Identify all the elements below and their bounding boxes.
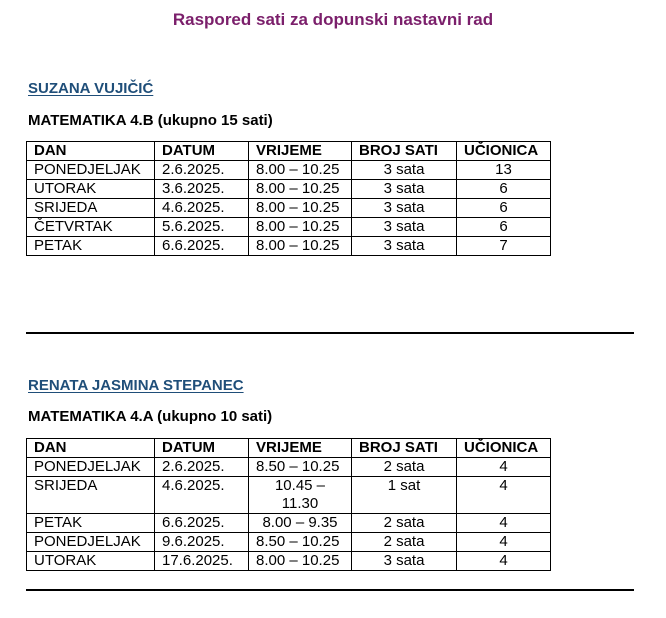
cell-dan: PONEDJELJAK bbox=[27, 533, 155, 552]
cell-vrijeme: 8.00 – 10.25 bbox=[249, 199, 352, 218]
cell-ucionica: 6 bbox=[457, 180, 551, 199]
cell-datum: 3.6.2025. bbox=[155, 180, 249, 199]
page-title: Raspored sati za dopunski nastavni rad bbox=[172, 10, 494, 29]
cell-ucionica: 4 bbox=[457, 477, 551, 514]
section-divider-2 bbox=[26, 589, 634, 591]
cell-broj-sati: 3 sata bbox=[352, 161, 457, 180]
cell-ucionica: 6 bbox=[457, 218, 551, 237]
subject-title-1: MATEMATIKA 4.B (ukupno 15 sati) bbox=[28, 112, 273, 129]
cell-vrijeme: 8.50 – 10.25 bbox=[249, 533, 352, 552]
cell-dan: PETAK bbox=[27, 237, 155, 256]
header-dan: DAN bbox=[27, 439, 155, 458]
header-datum: DATUM bbox=[155, 142, 249, 161]
table-row bbox=[27, 199, 551, 218]
cell-datum: 6.6.2025. bbox=[155, 514, 249, 533]
cell-dan: UTORAK bbox=[27, 552, 155, 571]
cell-datum: 9.6.2025. bbox=[155, 533, 249, 552]
cell-ucionica: 4 bbox=[457, 458, 551, 477]
cell-broj-sati: 2 sata bbox=[352, 514, 457, 533]
header-datum: DATUM bbox=[155, 439, 249, 458]
cell-ucionica: 7 bbox=[457, 237, 551, 256]
cell-ucionica: 4 bbox=[457, 514, 551, 533]
cell-vrijeme: 8.50 – 10.25 bbox=[249, 458, 352, 477]
cell-datum: 17.6.2025. bbox=[155, 552, 249, 571]
cell-ucionica: 4 bbox=[457, 552, 551, 571]
table-row bbox=[27, 514, 551, 533]
cell-dan: PONEDJELJAK bbox=[27, 458, 155, 477]
header-broj-sati: BROJ SATI bbox=[352, 142, 457, 161]
cell-broj-sati: 3 sata bbox=[352, 552, 457, 571]
table-row bbox=[27, 477, 551, 514]
cell-datum: 6.6.2025. bbox=[155, 237, 249, 256]
cell-dan: SRIJEDA bbox=[27, 199, 155, 218]
cell-vrijeme: 8.00 – 10.25 bbox=[249, 180, 352, 199]
table-header-row bbox=[27, 439, 551, 458]
header-ucionica: UČIONICA bbox=[457, 439, 551, 458]
cell-vrijeme: 8.00 – 10.25 bbox=[249, 218, 352, 237]
cell-ucionica: 4 bbox=[457, 533, 551, 552]
cell-vrijeme: 8.00 – 10.25 bbox=[249, 237, 352, 256]
cell-dan: ČETVRTAK bbox=[27, 218, 155, 237]
header-vrijeme: VRIJEME bbox=[249, 142, 352, 161]
table-row bbox=[27, 533, 551, 552]
cell-vrijeme: 8.00 – 9.35 bbox=[249, 514, 352, 533]
section-divider-1 bbox=[26, 332, 634, 334]
table-row bbox=[27, 161, 551, 180]
cell-datum: 4.6.2025. bbox=[155, 477, 249, 514]
cell-datum: 4.6.2025. bbox=[155, 199, 249, 218]
schedule-table-2 bbox=[26, 438, 551, 571]
table-row bbox=[27, 180, 551, 199]
cell-dan: UTORAK bbox=[27, 180, 155, 199]
cell-vrijeme: 10.45 – 11.30 bbox=[249, 477, 352, 514]
cell-broj-sati: 3 sata bbox=[352, 237, 457, 256]
cell-datum: 2.6.2025. bbox=[155, 161, 249, 180]
cell-ucionica: 13 bbox=[457, 161, 551, 180]
cell-ucionica: 6 bbox=[457, 199, 551, 218]
table-header-row bbox=[27, 142, 551, 161]
cell-datum: 5.6.2025. bbox=[155, 218, 249, 237]
cell-broj-sati: 3 sata bbox=[352, 199, 457, 218]
cell-vrijeme: 8.00 – 10.25 bbox=[249, 552, 352, 571]
cell-broj-sati: 2 sata bbox=[352, 458, 457, 477]
cell-broj-sati: 3 sata bbox=[352, 218, 457, 237]
table-row bbox=[27, 218, 551, 237]
header-dan: DAN bbox=[27, 142, 155, 161]
header-ucionica: UČIONICA bbox=[457, 142, 551, 161]
cell-dan: SRIJEDA bbox=[27, 477, 155, 514]
header-broj-sati: BROJ SATI bbox=[352, 439, 457, 458]
cell-vrijeme: 8.00 – 10.25 bbox=[249, 161, 352, 180]
table-row bbox=[27, 458, 551, 477]
header-vrijeme: VRIJEME bbox=[249, 439, 352, 458]
subject-title-2: MATEMATIKA 4.A (ukupno 10 sati) bbox=[28, 408, 273, 425]
schedule-table-1 bbox=[26, 141, 551, 256]
table-row bbox=[27, 237, 551, 256]
cell-broj-sati: 2 sata bbox=[352, 533, 457, 552]
cell-datum: 2.6.2025. bbox=[155, 458, 249, 477]
table-row bbox=[27, 552, 551, 571]
cell-broj-sati: 1 sat bbox=[352, 477, 457, 514]
cell-dan: PONEDJELJAK bbox=[27, 161, 155, 180]
cell-dan: PETAK bbox=[27, 514, 155, 533]
cell-broj-sati: 3 sata bbox=[352, 180, 457, 199]
teacher-name-2: RENATA JASMINA STEPANEC bbox=[28, 377, 244, 394]
teacher-name-1: SUZANA VUJIČIĆ bbox=[28, 80, 154, 97]
